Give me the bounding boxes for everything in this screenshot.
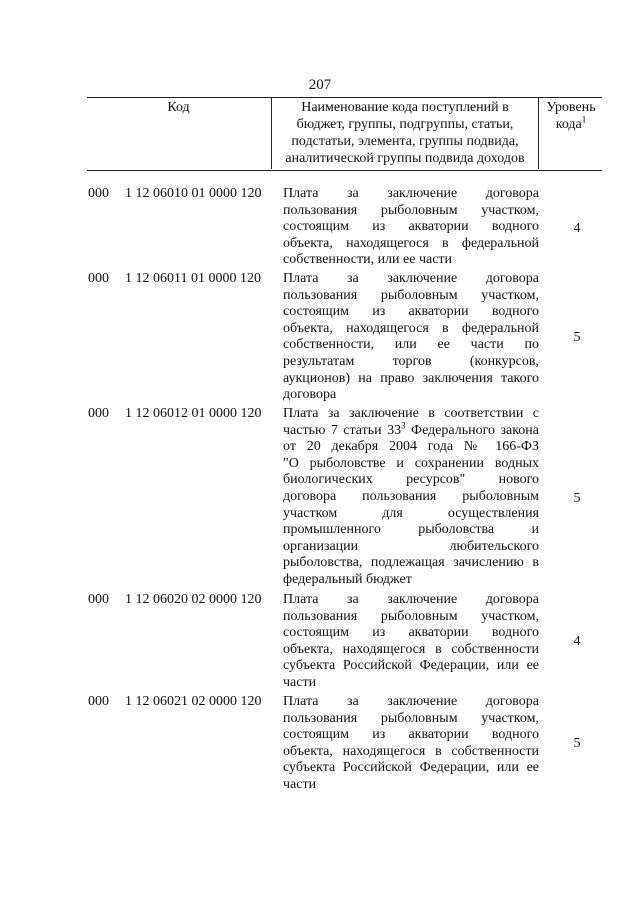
- header-name: [271, 98, 539, 169]
- description-line: объекта, находящегося в собственности: [283, 641, 539, 657]
- description-line: объекта, находящегося в собственности: [283, 743, 539, 759]
- header-level-line: [540, 116, 602, 133]
- row-prefix: 000: [88, 271, 109, 286]
- row-level: 4: [573, 634, 581, 649]
- row-code: 1 12 06012 01 0000 120: [125, 406, 262, 421]
- header-name-line: бюджет, группы, подгруппы, статьи,: [296, 117, 514, 132]
- header-name-line: подстатьи, элемента, группы подвида,: [291, 134, 519, 149]
- row-prefix: 000: [88, 186, 109, 201]
- row-description: [283, 592, 539, 692]
- description-line: объекта, находящегося в федеральной: [283, 235, 539, 251]
- row-description: [283, 406, 539, 589]
- description-line: организации любительского: [283, 538, 539, 554]
- header-level-line: Уровень: [546, 100, 596, 115]
- description-line: Плата за заключение договора: [283, 694, 539, 709]
- description-line: пользования рыболовным участком,: [283, 287, 539, 303]
- header-name-line: аналитической группы подвида доходов: [285, 151, 525, 166]
- header-level-word: кода: [555, 117, 582, 132]
- description-line: договора: [283, 387, 337, 403]
- description-line: субъекта Российской Федерации, или ее: [283, 658, 539, 674]
- table-header: [87, 97, 602, 171]
- description-line: Плата за заключение в соответствии с: [283, 406, 539, 421]
- row-level: 5: [573, 330, 581, 345]
- description-line: промышленного рыболовства и: [283, 522, 539, 538]
- page-number: 207: [308, 77, 332, 93]
- header-level: [540, 99, 602, 133]
- description-line: аукционов) на право заключения такого: [283, 370, 539, 386]
- description-line: состоящим из акватории водного: [283, 625, 539, 641]
- description-line: биологических ресурсов" нового: [283, 472, 539, 488]
- description-fragment: частью 7 статьи 33: [283, 422, 402, 438]
- row-prefix: 000: [88, 592, 109, 607]
- description-line: пользования рыболовным участком,: [283, 608, 539, 624]
- row-description: [283, 186, 539, 269]
- description-line: пользования рыболовным участком,: [283, 710, 539, 726]
- row-code: 1 12 06020 02 0000 120: [125, 592, 262, 607]
- row-code: 1 12 06011 01 0000 120: [125, 271, 261, 286]
- row-level: 5: [573, 736, 581, 751]
- description-line: объекта, находящегося в федеральной: [283, 320, 539, 336]
- row-level: 4: [573, 221, 581, 236]
- header-code: Код: [167, 100, 190, 115]
- description-line: рыболовства, подлежащая зачислению в: [283, 555, 539, 571]
- row-level: 5: [573, 491, 581, 506]
- description-line: состоящим из акватории водного: [283, 219, 539, 235]
- description-line: субъекта Российской Федерации, или ее: [283, 760, 539, 776]
- row-code: 1 12 06021 02 0000 120: [125, 694, 262, 709]
- description-line: результатам торгов (конкурсов,: [283, 353, 539, 369]
- footnote-mark: 1: [581, 114, 587, 125]
- description-line: договора пользования рыболовным: [283, 488, 539, 504]
- row-code: 1 12 06010 01 0000 120: [125, 186, 262, 201]
- description-line: Плата за заключение договора: [283, 271, 539, 286]
- description-line: участком для осуществления: [283, 505, 539, 521]
- description-line: Плата за заключение договора: [283, 186, 539, 201]
- description-line: "О рыболовстве и сохранении водных: [283, 455, 539, 471]
- description-line: федеральный бюджет: [283, 571, 412, 587]
- row-prefix: 000: [88, 694, 109, 709]
- description-line: части: [283, 674, 317, 690]
- description-line: состоящим из акватории водного: [283, 727, 539, 743]
- description-line: пользования рыболовным участком,: [283, 202, 539, 218]
- description-line: части: [283, 776, 317, 792]
- description-fragment: Федерального закона: [405, 422, 540, 438]
- superscript-mark: 3: [401, 419, 406, 430]
- description-line: [283, 419, 540, 440]
- description-line: состоящим из акватории водного: [283, 304, 539, 320]
- description-line: собственности, или ее части по: [283, 337, 539, 353]
- row-prefix: 000: [88, 406, 109, 421]
- description-line: от 20 декабря 2004 года № 166-ФЗ: [283, 439, 539, 455]
- row-description: [283, 694, 539, 794]
- description-line: Плата за заключение договора: [283, 592, 539, 607]
- row-description: [283, 271, 539, 404]
- header-name-line: Наименование кода поступлений в: [301, 100, 509, 115]
- description-line: собственности, или ее части: [283, 252, 453, 268]
